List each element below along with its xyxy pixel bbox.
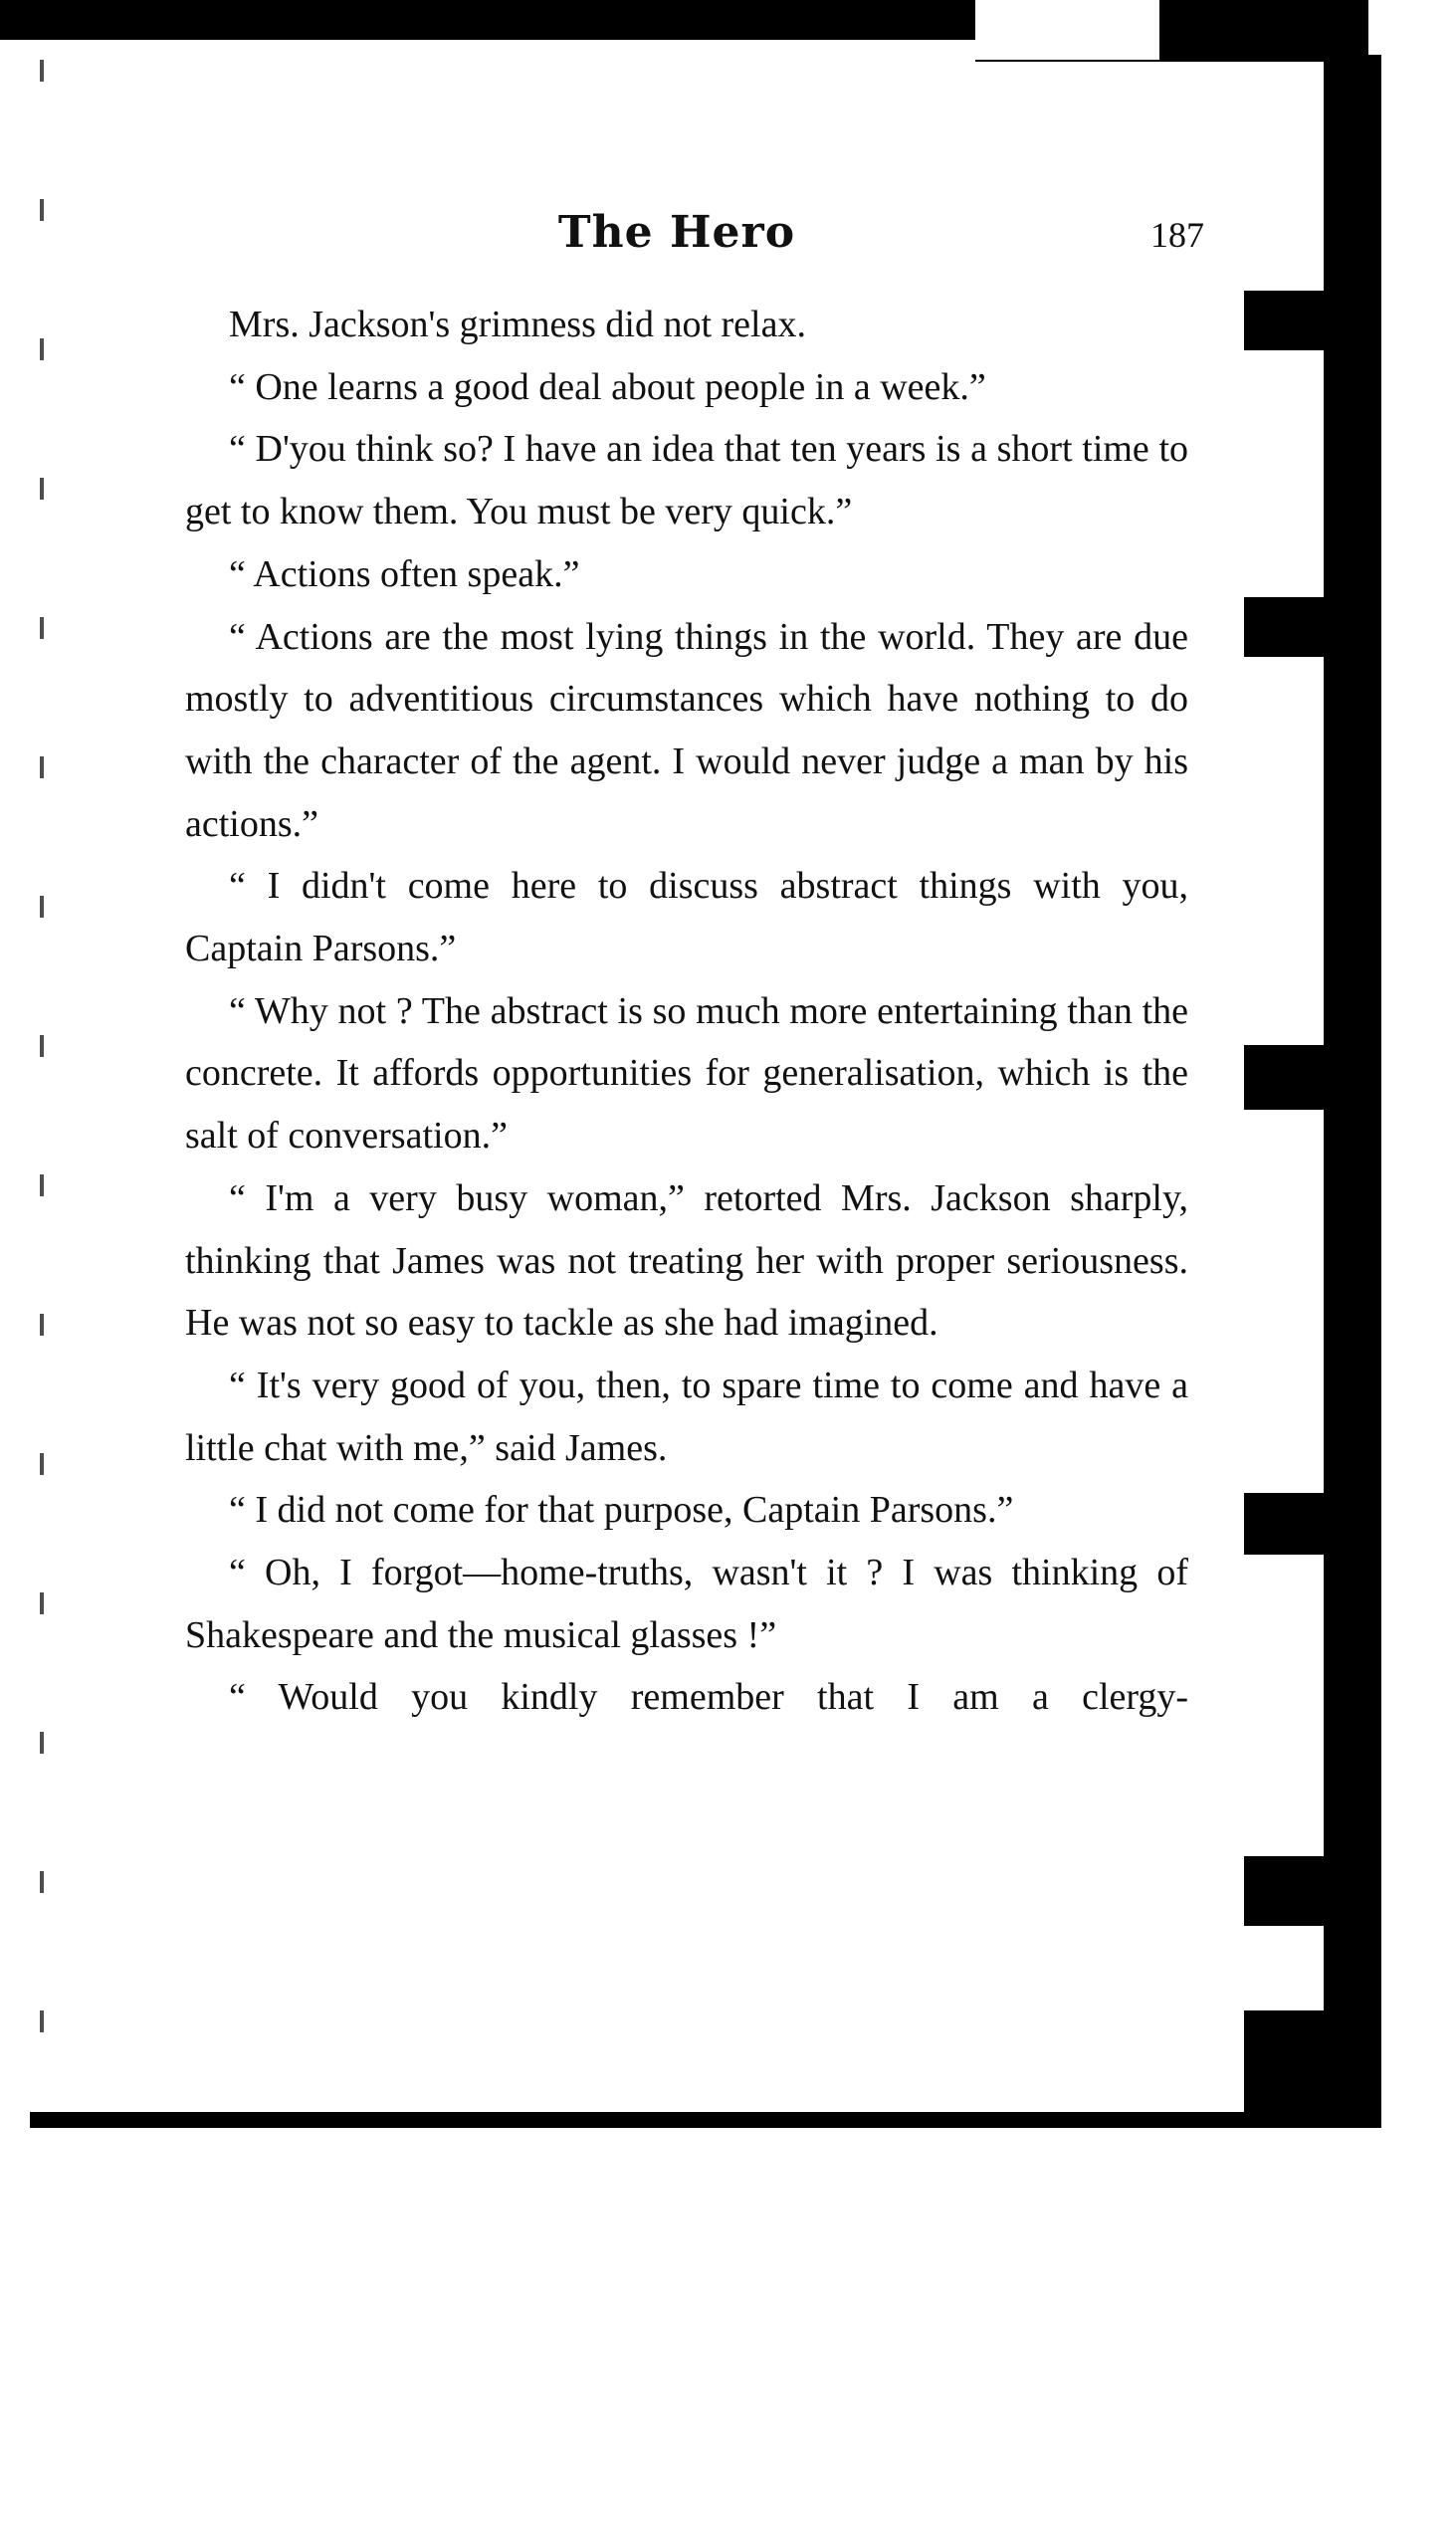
paragraph: “ Oh, I forgot—home-truths, wasn't it ? I was thinking of Shakespeare and the musical glasses !” — [185, 1552, 1188, 1656]
paragraph: “ It's very good of you, then, to spare time to come and have a little chat with me,” said James. — [185, 1364, 1188, 1469]
paragraph: Mrs. Jackson's grimness did not relax. — [229, 304, 806, 345]
scan-border-top-right — [1159, 0, 1368, 62]
paragraph: “ Actions are the most lying things in the world. They are due mostly to adventitious circumstances which have nothing to do with the character of the agent. I would never judge a man by his actions.” — [185, 615, 1188, 845]
scan-border-bottom — [30, 2112, 1381, 2128]
page-number: 187 — [1150, 215, 1204, 255]
scan-edge-notch — [1244, 2010, 1334, 2115]
paragraph: “ Actions often speak.” — [229, 552, 580, 595]
paragraph: “ I did not come for that purpose, Captain Parsons.” — [229, 1489, 1014, 1532]
paragraph: “ Why not ? The abstract is so much more entertaining than the concrete. It affords opportunities for generalisation, which is the salt of conversation.” — [185, 989, 1188, 1158]
running-head — [149, 201, 1204, 265]
scan-edge-notch — [1244, 1856, 1334, 1926]
scan-edge-notch — [1244, 597, 1334, 657]
scan-edge-notch — [1244, 1493, 1334, 1555]
scan-edge-notch — [1244, 1045, 1334, 1110]
scan-line-top — [975, 60, 1164, 62]
paragraph: “ One learns a good deal about people in a week.” — [229, 365, 986, 408]
page-title: The Hero — [557, 207, 796, 258]
text-body — [185, 294, 1188, 1729]
paragraph: “ Would you kindly remember that I am a clergy- — [229, 1676, 1188, 1719]
scan-edge-notch — [1244, 291, 1334, 350]
scan-border-left — [40, 60, 44, 2110]
paragraph: “ D'you think so? I have an idea that ten years is a short time to get to know them. You must be very quick.” — [185, 428, 1188, 533]
paragraph: “ I didn't come here to discuss abstract things with you, Captain Parsons.” — [185, 865, 1188, 970]
scan-border-top — [0, 0, 975, 40]
paragraph: “ I'm a very busy woman,” retorted Mrs. Jackson sharply, thinking that James was not treating her with proper seriousness. He was not so easy to tackle as she had imagined. — [185, 1176, 1188, 1345]
